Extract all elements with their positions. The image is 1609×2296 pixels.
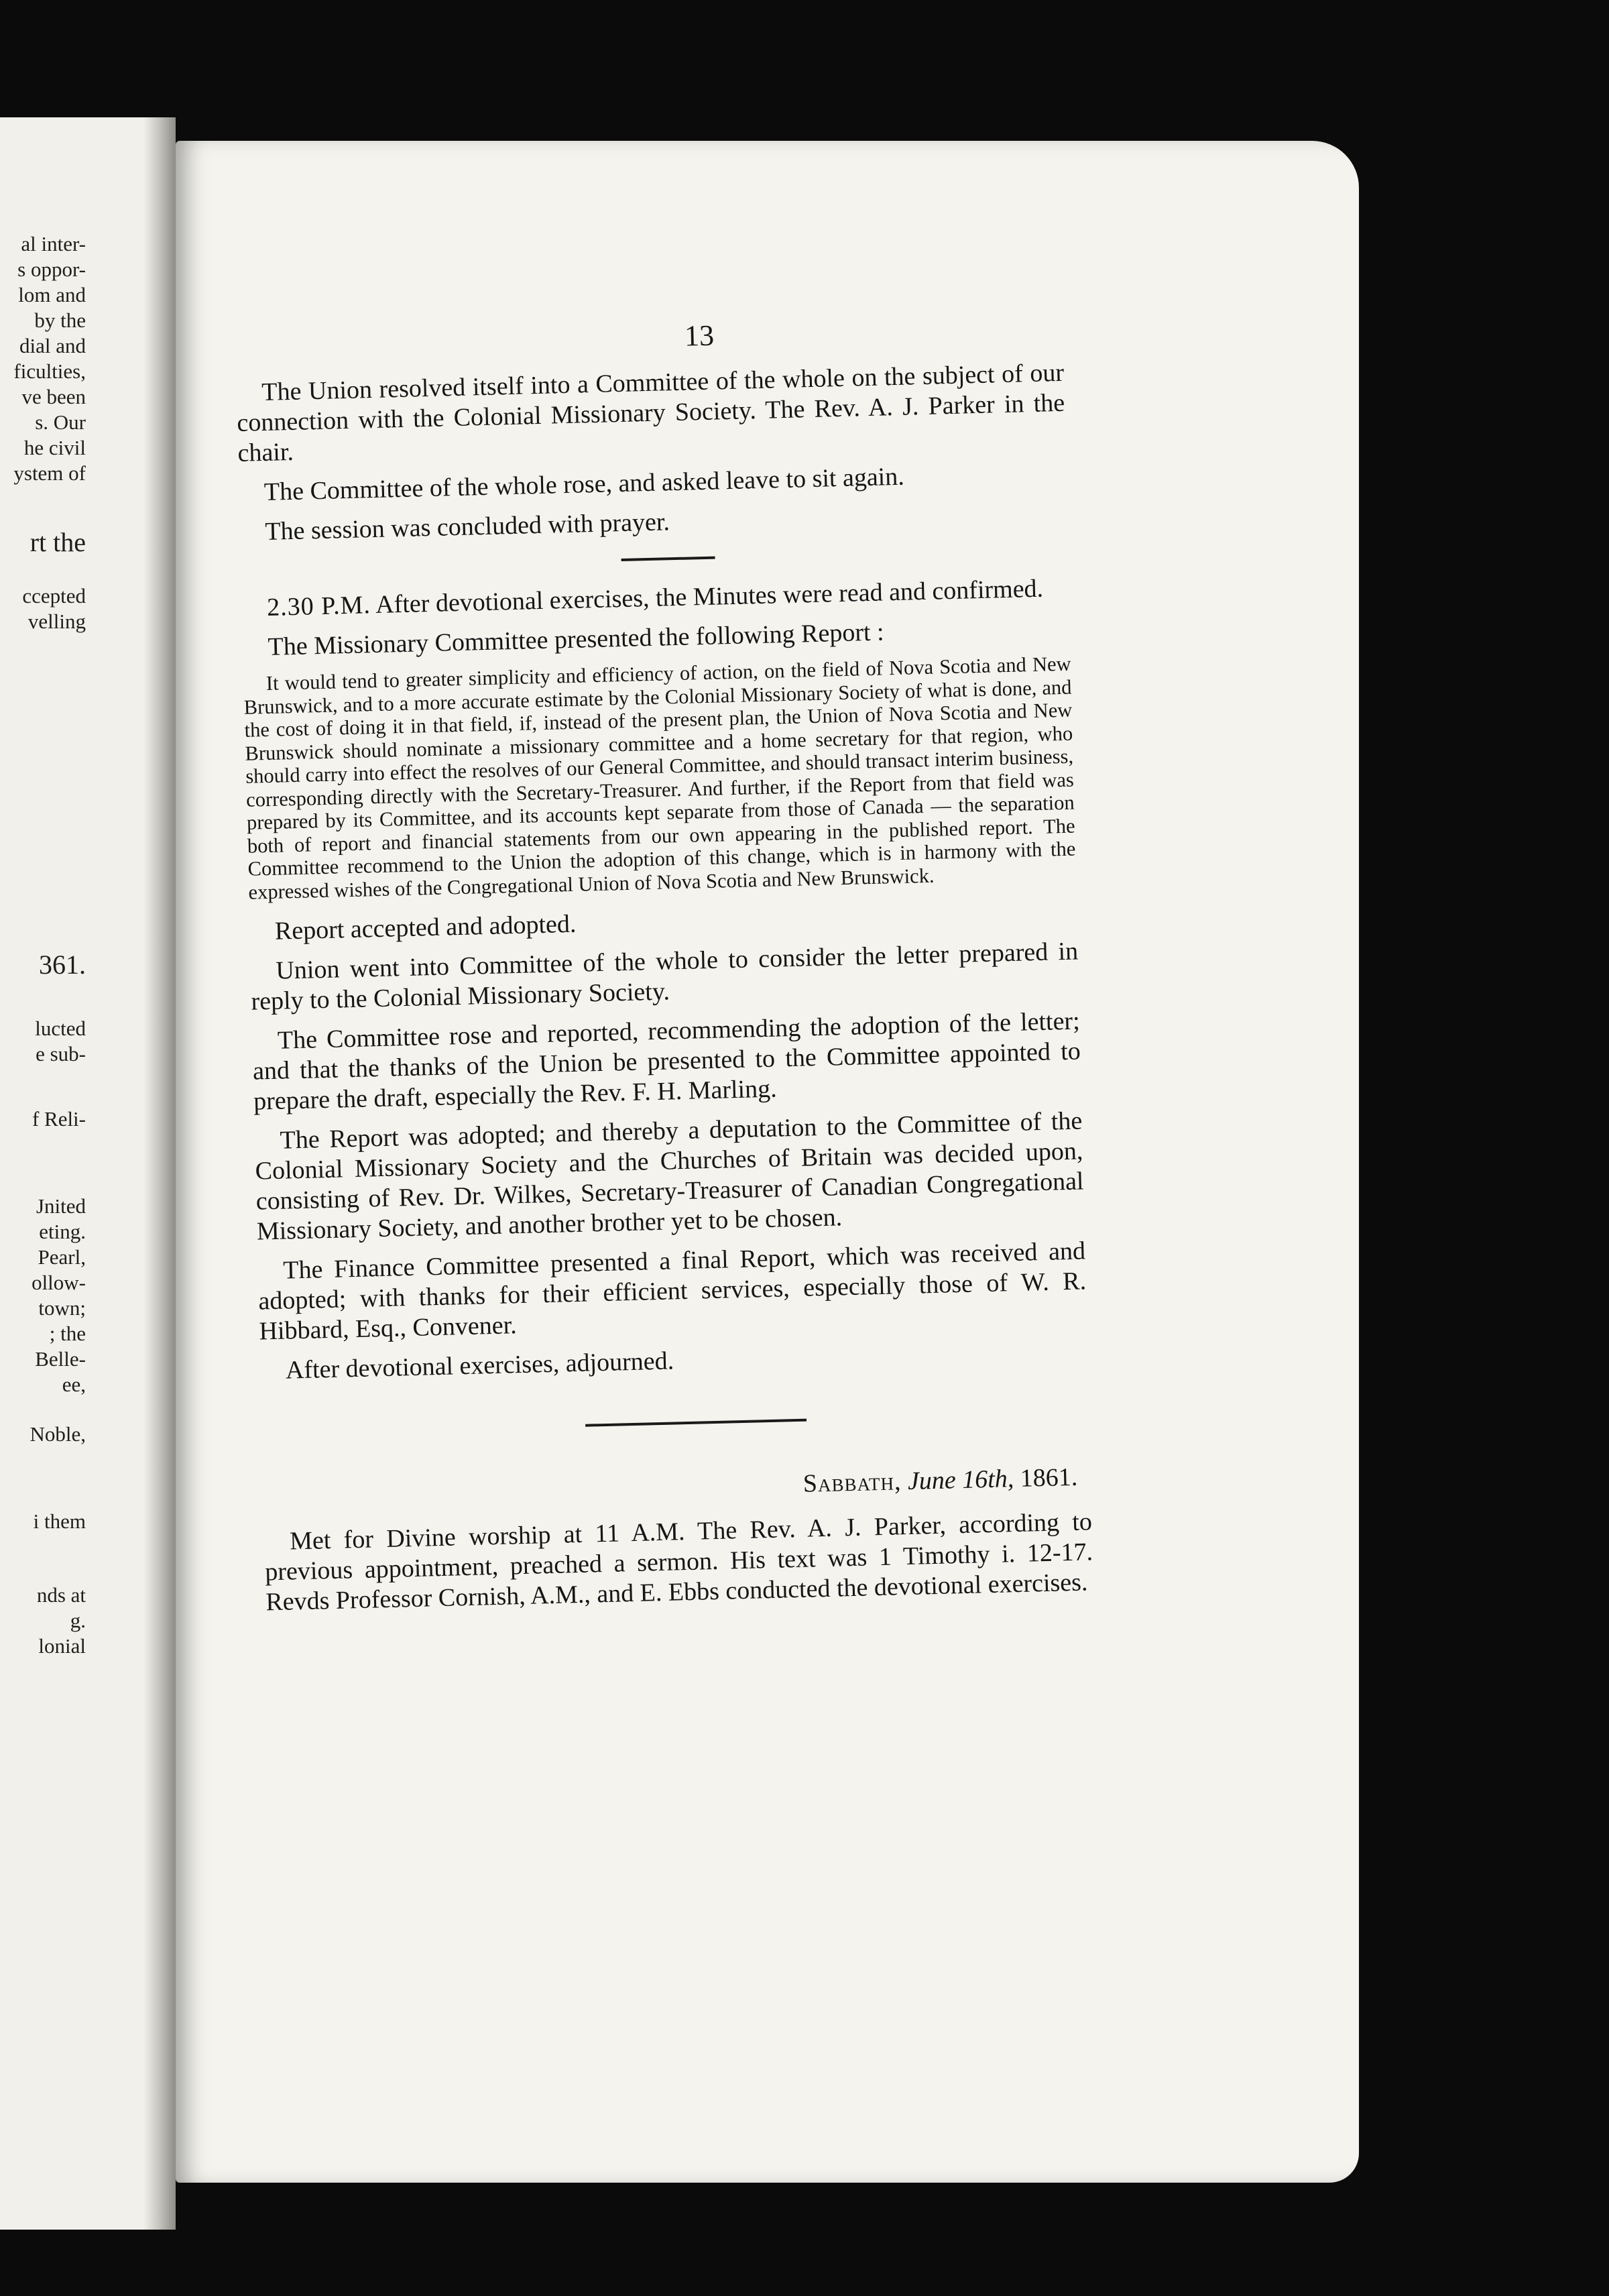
previous-page-fragment: 361.	[39, 950, 86, 980]
paragraph-committee-whole: The Union resolved itself into a Committee of the whole on the subject of our connection with the Colonial Missionary Society. The Rev. A. J. Parker in the chair.	[236, 358, 1065, 467]
paragraph-divine-worship: Met for Divine worship at 11 A.M. The Rev. A. J. Parker, according to previous appointment, preached a sermon. His text was 1 Timothy i. 12-17. Revds Professor Cornish, A.M., and E. Ebbs conducted the devotional exercises.	[264, 1507, 1093, 1617]
previous-page-fragment: Jnited	[36, 1194, 86, 1218]
paragraph-session-concluded: The session was concluded with prayer.	[264, 508, 670, 546]
dateline-year: 1861.	[1020, 1462, 1078, 1493]
previous-page-fragment: eting.	[39, 1220, 86, 1243]
current-page	[176, 141, 1359, 2183]
paragraph-adjourned: After devotional exercises, adjourned.	[285, 1346, 674, 1385]
previous-page-fragment: rt the	[29, 527, 86, 557]
dateline-day: Sabbath,	[802, 1467, 902, 1498]
previous-page-fragment: he civil	[23, 436, 86, 459]
paragraph-letter-committee: Union went into Committee of the whole to consider the letter prepared in reply to the Colonial Missionary Society.	[251, 937, 1079, 1016]
previous-page-fragment: ccepted	[22, 584, 86, 608]
previous-page-fragment: ee,	[62, 1373, 86, 1396]
previous-page-fragment: s. Our	[35, 410, 86, 434]
previous-page-fragment: al inter-	[21, 232, 86, 255]
session-time: 2.30 P.M.	[266, 591, 371, 622]
previous-page-fragment: i them	[33, 1509, 86, 1533]
dateline-date: June 16th,	[907, 1465, 1014, 1495]
previous-page-fragment: lucted	[35, 1017, 86, 1040]
page-number: 13	[684, 319, 715, 353]
paragraph-deputation: The Report was adopted; and thereby a deputation to the Committee of the Colonial Missionary Society and the Churches of Britain was decided upon, consisting of Rev. Dr. Wilkes, Secretary-Treasurer of Canadian Congregational Missionary Society, and another brother yet to be chosen.	[255, 1106, 1084, 1246]
previous-page	[0, 117, 176, 2230]
previous-page-fragment: ficulties,	[13, 359, 86, 383]
previous-page-fragment: s oppor-	[17, 257, 86, 281]
previous-page-fragment: ve been	[21, 385, 86, 408]
previous-page-fragment: lom and	[18, 283, 86, 306]
page-gutter	[143, 117, 176, 2230]
previous-page-fragment: Pearl,	[38, 1245, 86, 1269]
paragraph-missionary-intro: The Missionary Committee presented the following Report :	[267, 618, 885, 661]
previous-page-fragment: Noble,	[29, 1422, 86, 1446]
paragraph-committee-reported: The Committee rose and reported, recommending the adoption of the letter; and that the thanks of the Union be presented to the Committee appointed to prepare the draft, especially the Rev. F. H. Marling.	[252, 1007, 1081, 1116]
previous-page-fragment: lonial	[38, 1634, 86, 1658]
previous-page-fragment: ollow-	[32, 1271, 86, 1294]
paragraph-report-adopted: Report accepted and adopted.	[274, 909, 577, 945]
paragraph-finance-committee: The Finance Committee presented a final Report, which was received and adopted; with thanks for their efficient services, especially those of W. R. Hibbard, Esq., Convener.	[257, 1237, 1087, 1346]
previous-page-fragment: dial and	[19, 334, 86, 357]
previous-page-fragment: ystem of	[13, 461, 86, 485]
previous-page-fragment: Belle-	[35, 1347, 86, 1371]
previous-page-fragment: g.	[70, 1609, 86, 1632]
dateline	[263, 1461, 1091, 1512]
previous-page-fragment: town;	[38, 1296, 86, 1320]
previous-page-fragment: velling	[27, 610, 86, 633]
previous-page-fragment: nds at	[36, 1583, 86, 1607]
afternoon-session-text: After devotional exercises, the Minutes were read and confirmed.	[375, 574, 1044, 619]
previous-page-fragment: f Reli-	[32, 1107, 86, 1131]
page-content	[235, 308, 1094, 1627]
previous-page-fragment: ; the	[49, 1322, 86, 1345]
previous-page-fragment: e sub-	[36, 1042, 86, 1066]
section-divider-long	[585, 1419, 807, 1427]
section-divider	[621, 557, 715, 561]
paragraph-committee-rose: The Committee of the whole rose, and asked leave to sit again.	[263, 462, 905, 506]
missionary-committee-report: It would tend to greater simplicity and efficiency of action, on the field of Nova Scotia and New Brunswick, and to a more accurate estimate by the Colonial Missionary Society of what is done, and the cost of doing it in that field, if, instead of the present plan, the Union of Nova Scotia and New Brunswick should nominate a missionary committee and a home secretary for that region, who should carry into effect the resolves of our General Committee, and should transact interim business, corresponding directly with the Secretary-Treasurer. And further, if the Report from that field was prepared by its Committee, and its accounts kept separate from those of Canada — the separation both of report and financial statements from our own appearing in the published report. The Committee recommend to the Union the adoption of this change, which is in harmony with the expressed wishes of the Congregational Union of Nova Scotia and New Brunswick.	[243, 652, 1076, 904]
previous-page-fragment: by the	[34, 308, 86, 332]
